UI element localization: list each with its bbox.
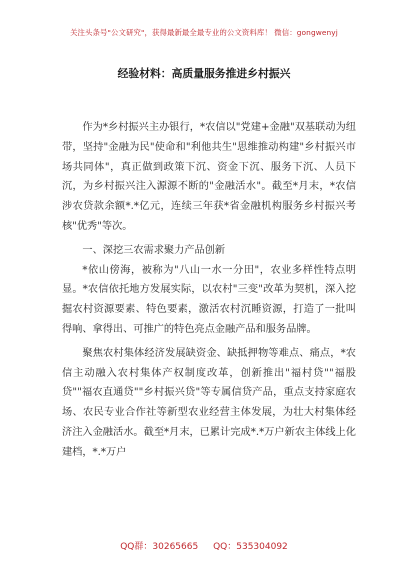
- page-footer: [0, 539, 408, 552]
- footer-qq: QQ：535304092: [213, 542, 288, 552]
- intro-paragraph: 作为*乡村振兴主办银行，*农信以"党建+金融"双基联动为纽带，坚持"金融为民"使命和"利他共生"思维推动构建"乡村振兴市场共同体"，真正做到政策下沉、资金下沉、服务下沉、人员下沉，为乡村振兴注入源源不断的"金融活水"。截至*月末，*农信涉农贷款余额*.*亿元，连续三年获*省金融机构服务乡村振兴考核"优秀"等次。: [62, 122, 356, 232]
- section-heading-1: 一、深挖三农需求聚力产品创新: [82, 244, 226, 256]
- section1-paragraph: *依山傍海，被称为"八山一水一分田"，农业多样性特点明显。*农信依托地方发展实际，以农村"三变"改革为契机，深入挖掘农村资源要素、特色要素，激活农村沉睡资源，打造了一批叫得响、拿得出、可推广的特色亮点金融产品和服务品牌。: [62, 264, 356, 335]
- document-title: 经验材料：高质量服务推进乡村振兴: [117, 67, 291, 80]
- section1-paragraph: 聚焦农村集体经济发展缺资金、缺抵押物等难点、痛点，*农信主动融入农村集体产权制度改革，创新推出"福村贷""福股贷""福农直通贷""乡村振兴贷"等专属信贷产品，重点支持家庭农场、农民专业合作社等新型农业经营主体发展，为壮大村集体经济注入金融活水。截至*月末，已累计完成*.*万户新农主体线上化建档，*.*万户: [62, 347, 356, 458]
- document-body: [62, 118, 356, 467]
- page-header-banner: 关注头条号"公文研究"，获得最新最全最专业的公文资料库！ 微信：gongwenyj: [70, 28, 338, 37]
- footer-qq-group: QQ群：30265665: [120, 542, 199, 552]
